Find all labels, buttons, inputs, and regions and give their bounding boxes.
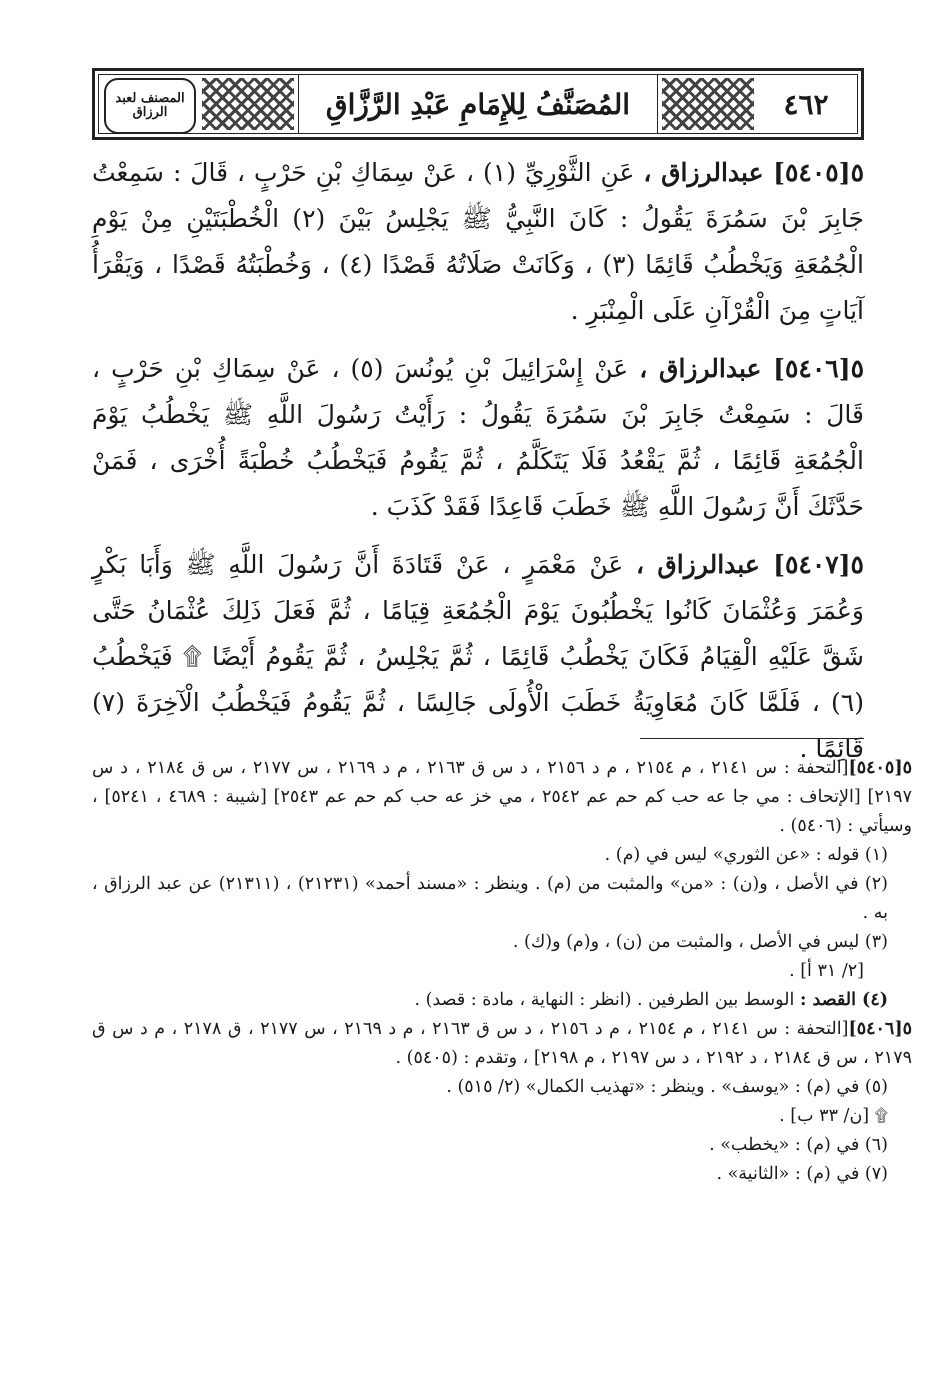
ornament-right: [662, 78, 754, 130]
footnote-takhrij-5406: [92, 1015, 912, 1073]
hadith-text: [92, 150, 864, 784]
footnote-text: الوسط بين الطرفين . (انظر : النهاية ، مادة : قصد) .: [414, 990, 795, 1010]
footnote-text: (٢) في الأصل ، و(ن) : «من» والمثبت من (م) . وينظر : «مسند أحمد» (٢١٢٣١) ، (٢١٣١١) عن عبد الرزاق ، به .: [92, 874, 888, 923]
footnote-2: [92, 870, 912, 928]
hadith-5405: [92, 150, 864, 334]
footnote-lead: ٥[٥٤٠٦]: [848, 1019, 913, 1039]
title-box: [298, 74, 658, 134]
footnote-separator: [640, 738, 864, 739]
hadith-body: عَنْ مَعْمَرٍ ، عَنْ قَتَادَةَ أَنَّ رَسُولَ اللَّهِ ﷺ وَأَبَا بَكْرٍ وَعُمَرَ وَعُثْمَانَ كَانُوا يَخْطُبُونَ يَوْمَ الْجُمُعَةِ قِيَامًا ، ثُمَّ فَعَلَ ذَلِكَ عُثْمَانُ حَتَّى شَقَّ عَلَيْهِ الْقِيَامُ فَكَانَ يَخْطُبُ قَائِمًا ، ثُمَّ يَجْلِسُ ، ثُمَّ يَقُومُ أَيْضًا ۩ فَيَخْطُبُ (٦) ، فَلَمَّا كَانَ مُعَاوِيَةُ خَطَبَ الْأُولَى جَالِسًا ، ثُمَّ يَقُومُ فَيَخْطُبُ الْآخِرَةَ (٧) قَائِمًا .: [92, 550, 864, 763]
footnote-text: [التحفة : س ٢١٤١ ، م ٢١٥٤ ، م د ٢١٥٦ ، د س ق ٢١٦٣ ، م د ٢١٦٩ ، س ٢١٧٧ ، س ق ٢١٨٤ ، د س ٢١٩٧] [الإتحاف : مي جا عه حب كم حم عم ٢٥٤٢ ، مي خز عه حب كم حم عم ٢٥٤٣] [شيبة : ٤٦٨٩ ، ٥٢٤١] ، وسيأتي : (٥٤٠٦) .: [92, 758, 912, 836]
footnote-text: (٧) في (م) : «الثانية» .: [716, 1164, 888, 1184]
book-seal: [104, 78, 196, 134]
footnote-1: [92, 841, 912, 870]
hadith-body: عَنِ الثَّوْرِيِّ (١) ، عَنْ سِمَاكِ بْنِ حَرْبٍ ، قَالَ : سَمِعْتُ جَابِرَ بْنَ سَمُرَةَ يَقُولُ : كَانَ النَّبِيُّ ﷺ يَجْلِسُ بَيْنَ (٢) الْخُطْبَتَيْنِ مِنْ يَوْمِ الْجُمُعَةِ وَيَخْطُبُ قَائِمًا (٣) ، وَكَانَتْ صَلَاتُهُ قَصْدًا (٤) ، وَخُطْبَتُهُ قَصْدًا ، وَيَقْرَأُ آيَاتٍ مِنَ الْقُرْآنِ عَلَى الْمِنْبَرِ .: [92, 158, 864, 325]
footnote-4: [92, 986, 912, 1015]
footnote-folio-marker-2: [92, 1102, 912, 1131]
page-header: [92, 68, 864, 140]
page-number: ٤٦٢: [783, 87, 829, 121]
seal-text: المصنف لعبد الرزاق: [115, 91, 185, 120]
hadith-body: عَنْ إِسْرَائِيلَ بْنِ يُونُسَ (٥) ، عَنْ سِمَاكِ بْنِ حَرْبٍ ، قَالَ : سَمِعْتُ جَابِرَ بْنَ سَمُرَةَ يَقُولُ : رَأَيْتُ رَسُولَ اللَّهِ ﷺ يَخْطُبُ يَوْمَ الْجُمُعَةِ قَائِمًا ، ثُمَّ يَقْعُدُ فَلَا يَتَكَلَّمُ ، ثُمَّ يَقُومُ فَيَخْطُبُ خُطْبَةً أُخْرَى ، فَمَنْ حَدَّثَكَ أَنَّ رَسُولَ اللَّهِ ﷺ خَطَبَ قَاعِدًا فَقَدْ كَذَبَ .: [92, 354, 864, 521]
footnote-takhrij-5405: [92, 754, 912, 841]
footnote-folio-marker: [92, 957, 912, 986]
footnote-5: [92, 1073, 912, 1102]
footnote-lead: ٥[٥٤٠٥]: [848, 758, 913, 778]
footnote-text: (٥) في (م) : «يوسف» . وينظر : «تهذيب الكمال» (٢/ ٥١٥) .: [446, 1077, 888, 1097]
ornament-left: [202, 78, 294, 130]
footnote-text: [التحفة : س ٢١٤١ ، م ٢١٥٤ ، م د ٢١٥٦ ، د س ق ٢١٦٣ ، م د ٢١٦٩ ، س ٢١٧٧ ، ق ٢١٧٨ ، م د س ق ٢١٧٩ ، س ق ٢١٨٤ ، د ٢١٩٢ ، د س ٢١٩٧ ، م ٢١٩٨] ، وتقدم : (٥٤٠٥) .: [92, 1019, 912, 1068]
footnote-7: [92, 1160, 912, 1189]
footnote-text: (٣) ليس في الأصل ، والمثبت من (ن) ، و(م) و(ك) .: [512, 932, 888, 952]
footnote-text: (١) قوله : «عن الثوري» ليس في (م) .: [604, 845, 888, 865]
footnote-text: (٦) في (م) : «يخطب» .: [709, 1135, 888, 1155]
footnote-text: ۩ [ن/ ٣٣ ب] .: [779, 1106, 888, 1126]
footnote-3: [92, 928, 912, 957]
hadith-number: ٥[٥٤٠٦] عبدالرزاق ،: [639, 354, 864, 383]
page-number-box: [760, 78, 852, 130]
footnote-6: [92, 1131, 912, 1160]
running-title: المُصَنَّفُ لِلإِمَامِ عَبْدِ الرَّزَّاقِ: [325, 87, 631, 121]
footnotes: [92, 754, 912, 1189]
hadith-number: ٥[٥٤٠٧] عبدالرزاق ،: [635, 550, 864, 579]
footnote-lead: (٤) القصد :: [799, 990, 888, 1010]
hadith-5406: [92, 346, 864, 530]
footnote-text: [٢/ ٣١ أ] .: [789, 961, 864, 981]
hadith-number: ٥[٥٤٠٥] عبدالرزاق ،: [643, 158, 864, 187]
